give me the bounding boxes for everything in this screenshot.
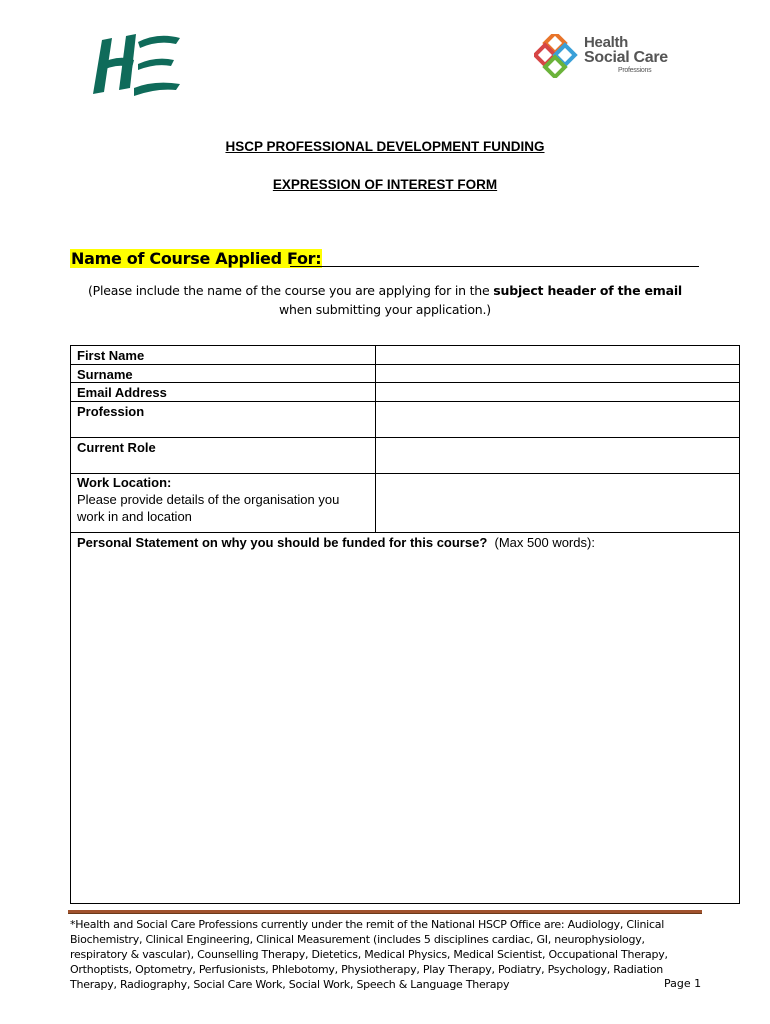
hse-logo (88, 30, 184, 100)
row-profession (71, 402, 739, 438)
row-email (71, 383, 739, 402)
note-bold-text: subject header of the email (493, 283, 683, 298)
note-text-1: (Please include the name of the course you are applying for in the (87, 283, 494, 298)
current-role-label: Current Role (77, 440, 156, 455)
surname-field[interactable] (375, 365, 739, 382)
work-location-help-2: work in and location (77, 509, 192, 524)
footer-line-2: Biochemistry, Clinical Engineering, Clinical Measurement (includes 5 disciplines cardiac, GI, neurophysiology, (70, 933, 645, 946)
first-name-field[interactable] (375, 346, 739, 364)
note-text-2: when submitting your application.) (279, 302, 491, 317)
course-name-label: Name of Course Applied For: (71, 249, 322, 268)
personal-statement-hint: (Max 500 words): (494, 535, 595, 550)
page-number: Page 1 (664, 977, 702, 990)
hscp-logo-line1: Health (584, 34, 629, 51)
footer-line-5: Therapy, Radiography, Social Care Work, Social Work, Speech & Language Therapy (70, 978, 510, 991)
work-location-label: Work Location: (77, 475, 172, 490)
personal-statement-area[interactable] (71, 533, 739, 903)
row-first-name (71, 346, 739, 365)
course-instruction-note (70, 281, 700, 319)
work-location-field[interactable] (375, 474, 739, 532)
hscp-logo-line3: Professions (618, 67, 652, 74)
footer-note (70, 917, 704, 992)
footer-line-4: Orthoptists, Optometry, Perfusionists, Phlebotomy, Physiotherapy, Play Therapy, Podiatry, Psychology, Radiation (70, 963, 664, 976)
email-label: Email Address (77, 385, 167, 400)
footer-line-1: *Health and Social Care Professions currently under the remit of the National HSCP Office are: Audiology, Clinical (70, 918, 665, 931)
profession-label: Profession (77, 404, 145, 419)
course-name-field[interactable] (290, 266, 699, 267)
first-name-label: First Name (77, 348, 145, 363)
current-role-field[interactable] (375, 438, 739, 473)
document-title: HSCP PROFESSIONAL DEVELOPMENT FUNDING (225, 139, 545, 154)
applicant-form-table (70, 345, 740, 904)
personal-statement-label: Personal Statement on why you should be funded for this course? (77, 535, 488, 550)
surname-label: Surname (77, 367, 133, 382)
hscp-logo (534, 34, 674, 80)
email-field[interactable] (375, 383, 739, 401)
work-location-help-1: Please provide details of the organisation you (77, 492, 340, 507)
row-work-location (71, 474, 739, 533)
profession-field[interactable] (375, 402, 739, 437)
hscp-logo-line2: Social Care (584, 49, 668, 66)
row-current-role (71, 438, 739, 474)
footer-divider (68, 910, 702, 914)
footer-line-3: respiratory & vascular), Counselling Therapy, Dietetics, Medical Physics, Medical Scientist, Occupational Therapy, (70, 948, 668, 961)
document-subtitle: EXPRESSION OF INTEREST FORM (272, 177, 498, 192)
row-surname (71, 365, 739, 383)
